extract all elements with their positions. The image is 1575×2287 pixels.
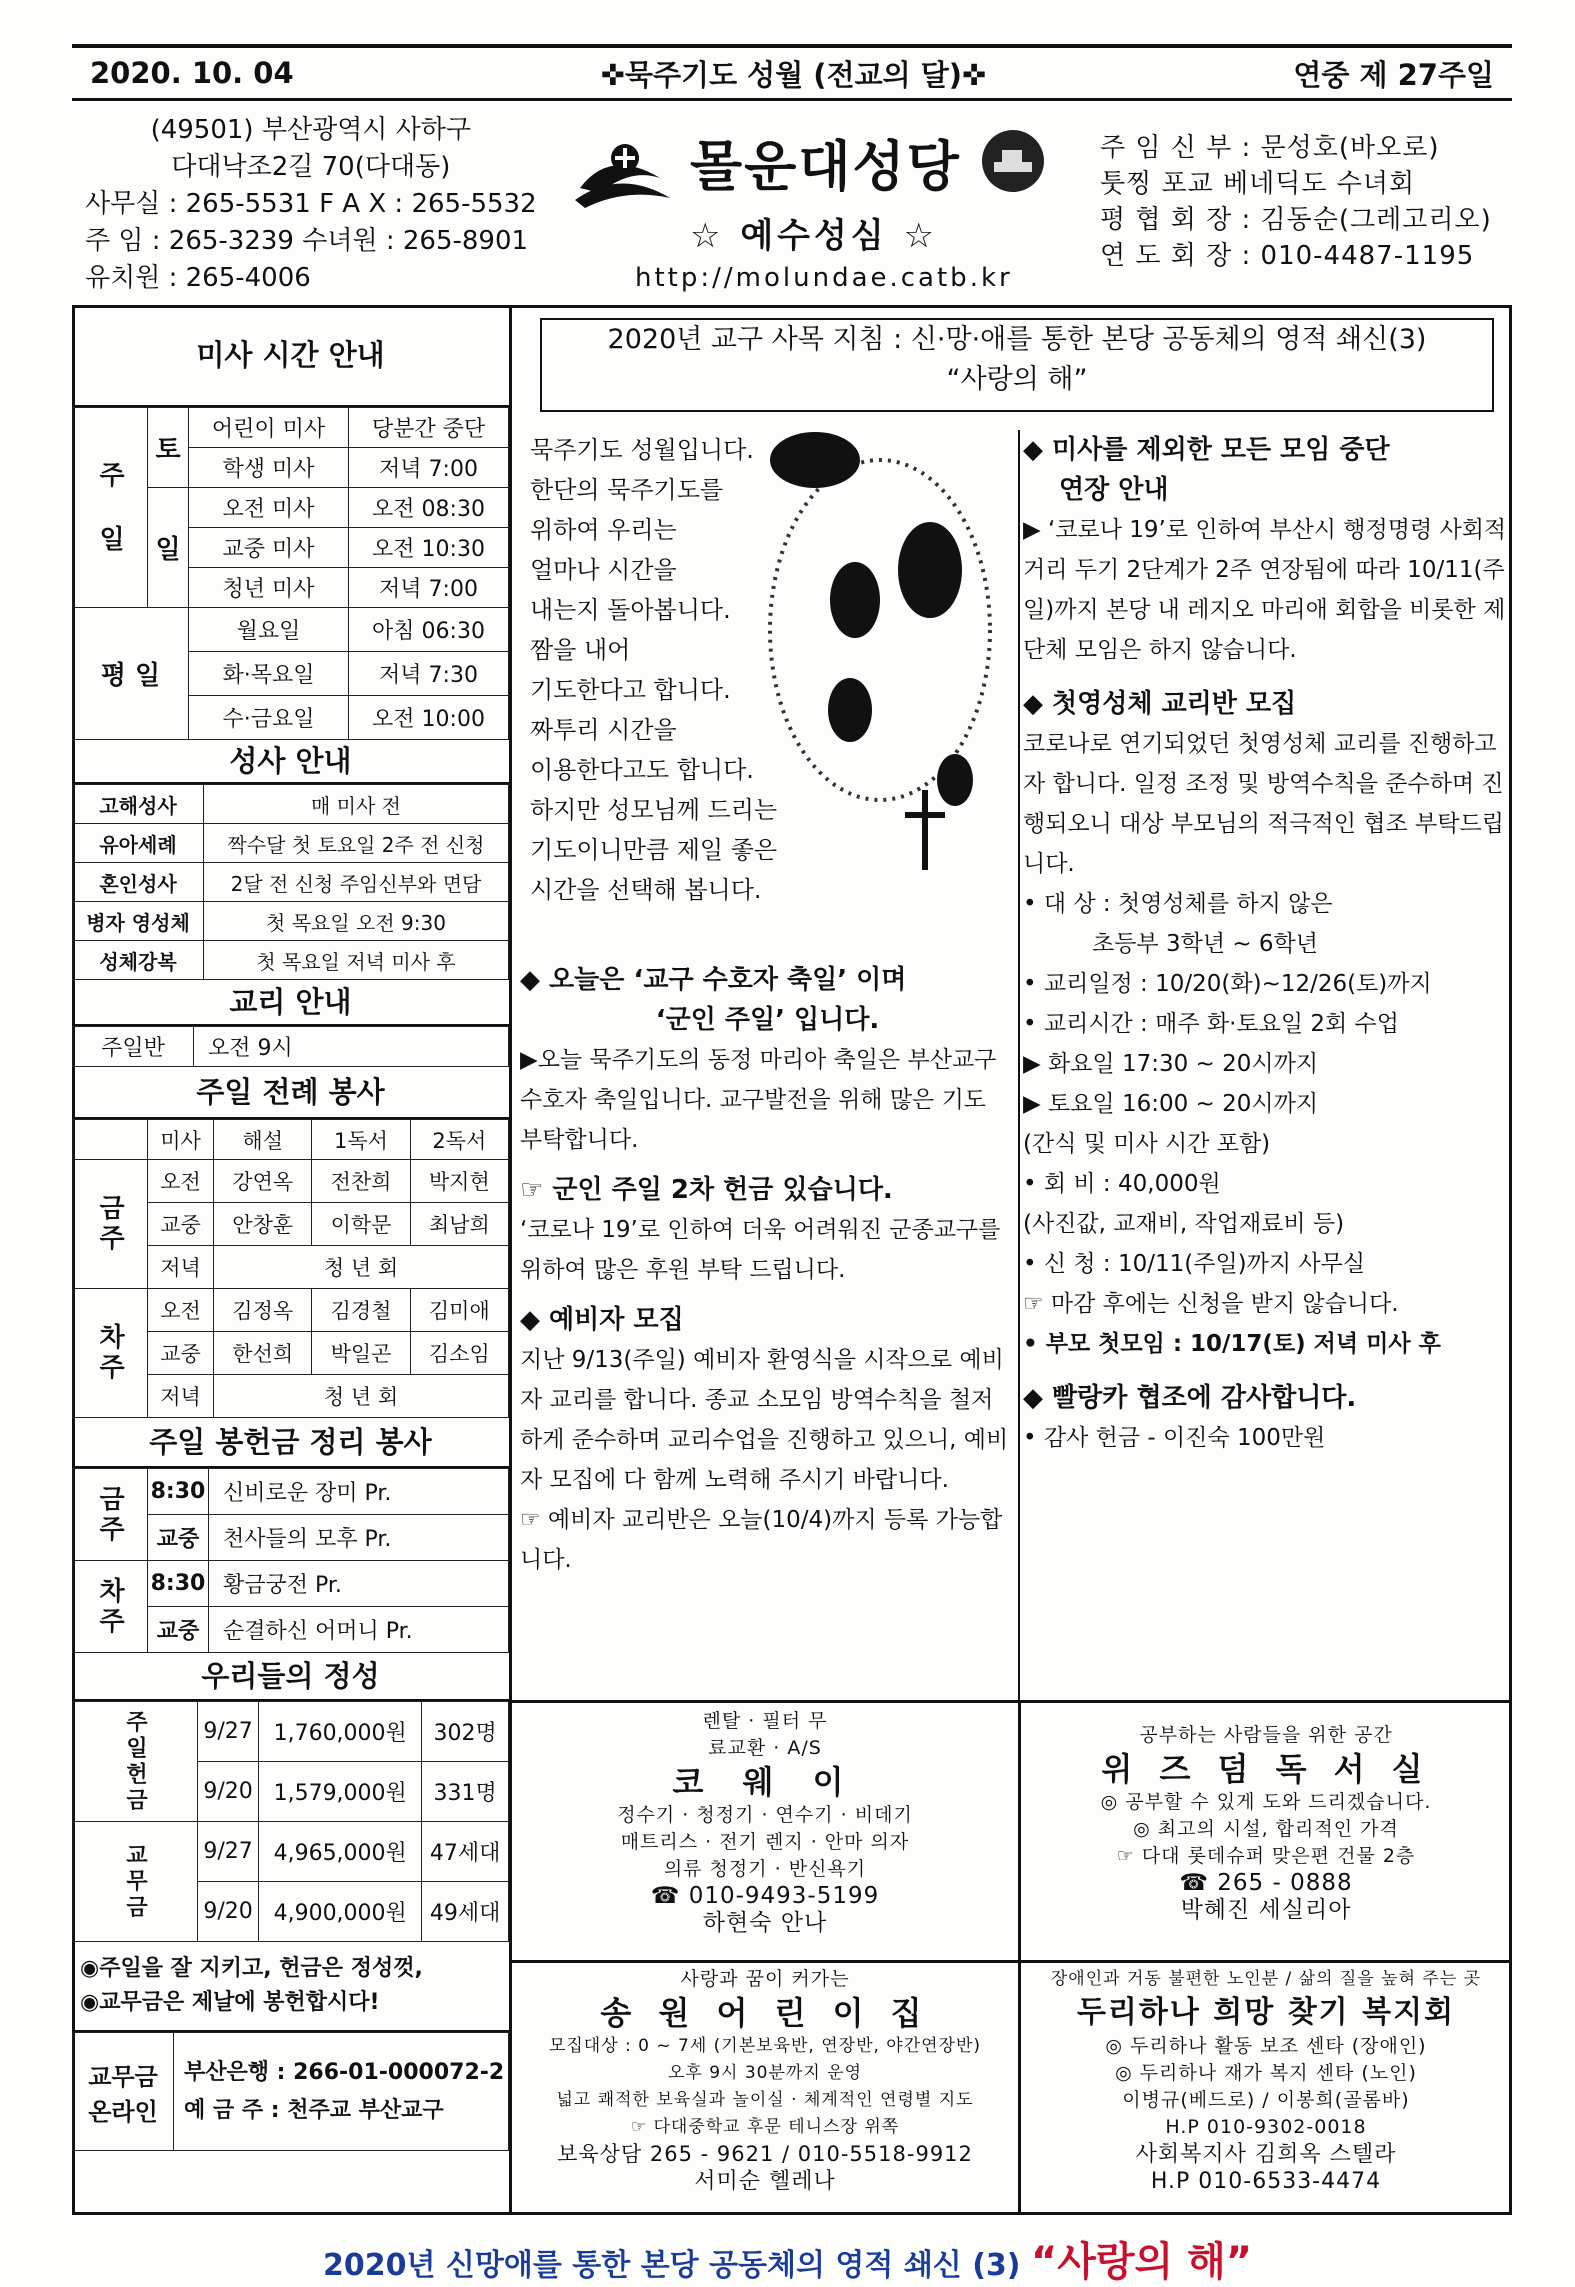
communion-item: (간식 및 미사 시간 포함) xyxy=(1023,1131,1271,1157)
sacrament-info: 첫 목요일 저녁 미사 후 xyxy=(204,941,509,980)
hand-line: 하지만 성모님께 드리는 xyxy=(530,796,778,824)
parish-url[interactable]: http://molundae.catb.kr xyxy=(635,263,1013,293)
top-bar xyxy=(72,44,1512,101)
liturgy-head: 2독서 xyxy=(410,1120,508,1160)
offering-mass: 8:30 xyxy=(148,1469,209,1515)
mass-name: 월요일 xyxy=(189,608,349,652)
kinder-phone: 유치원 : 265-4006 xyxy=(85,263,311,293)
ad-name: 코 웨 이 xyxy=(672,1763,858,1801)
hand-line: 얼마나 시간을 xyxy=(530,556,677,584)
mass-time: 오전 08:30 xyxy=(349,488,509,528)
ad-daycare xyxy=(512,1966,1018,2195)
liturgy-cell: 김경철 xyxy=(312,1289,410,1332)
mass-name: 어린이 미사 xyxy=(189,408,349,448)
ad-text: 사랑과 꿈이 커가는 xyxy=(680,1968,850,1990)
communion-item: ☞ 마감 후에는 신청을 받지 않습니다. xyxy=(1023,1291,1399,1317)
liturgy-cell: 최남희 xyxy=(410,1203,508,1246)
catechism-title: 교리 안내 xyxy=(72,980,509,1026)
thanks-text: • 감사 헌금 - 이진숙 100만원 xyxy=(1023,1425,1326,1451)
notice-line1: 2020년 교구 사목 지침 : 신·망·애를 통한 본당 공동체의 영적 쇄신(3) xyxy=(607,324,1427,355)
offering-table xyxy=(72,1468,509,1653)
ad-text: ☞ 다대중학교 후문 테니스장 위쪽 xyxy=(630,2117,900,2137)
ad-phone: H.P 010-6533-4474 xyxy=(1150,2169,1382,2194)
sacrament-info: 매 미사 전 xyxy=(204,785,509,824)
sacrament-info: 짝수달 첫 토요일 2주 전 신청 xyxy=(204,824,509,863)
ads-divider xyxy=(512,1960,1512,1963)
liturgy-title: 주일 전례 봉사 xyxy=(72,1067,509,1119)
ad-text: 료교환 · A/S xyxy=(708,1737,822,1759)
liturgy-cell: 김정옥 xyxy=(214,1289,312,1332)
ad-phone: 보육상담 265 - 9621 / 010-5518-9912 xyxy=(557,2142,973,2166)
hand-line: 짬을 내어 xyxy=(530,636,631,664)
military-text: ‘코로나 19’로 인하여 더욱 어려워진 군종교구를 위하여 많은 후원 부탁 드립니다. xyxy=(520,1217,1001,1283)
liturgy-cell: 전찬희 xyxy=(312,1160,410,1203)
mass-name: 수·금요일 xyxy=(189,696,349,740)
communion-item: • 대 상 : 첫영성체를 하지 않은 xyxy=(1023,891,1333,917)
parish-name: 몰운대성당 xyxy=(690,135,961,198)
gift-count: 331명 xyxy=(422,1762,509,1822)
gift-amount: 1,579,000원 xyxy=(259,1762,422,1822)
communion-item: 초등부 3학년 ~ 6학년 xyxy=(1023,931,1318,957)
parish-logo xyxy=(570,118,1050,308)
liturgy-cell: 저녁 xyxy=(148,1375,214,1418)
suspension-text: ▶ ‘코로나 19’로 인하여 부산시 행정명령 사회적 거리 두기 2단계가 2주 연장됨에 따라 10/11(주일)까지 본당 내 레지오 마리애 회합을 비롯한 제단체 모임은 하지 않습니다. xyxy=(1023,517,1507,663)
offering-group: 천사들의 모후 Pr. xyxy=(209,1515,509,1561)
hand-line: 시간을 선택해 봅니다. xyxy=(530,876,762,904)
liturgy-head: 1독서 xyxy=(312,1120,410,1160)
ad-contact: 하현숙 안나 xyxy=(702,1910,828,1936)
ad-text: 장애인과 거동 불편한 노인분 / 삶의 질을 높혀 주는 곳 xyxy=(1050,1969,1482,1989)
catechumen-text: 지난 9/13(주일) 예비자 환영식을 시작으로 예비자 교리를 합니다. 종교 소모임 방역수칙을 철저하게 준수하며 교리수업을 진행하고 있으니, 예비자 모집에 다 함께 노력해 주시기 바랍니다. xyxy=(520,1347,1009,1493)
ad-text: 넓고 쾌적한 보육실과 놀이실 · 체계적인 연령별 지도 xyxy=(556,2090,974,2110)
address-line1: (49501) 부산광역시 사하구 xyxy=(150,115,472,145)
feast-heading: ◆ 오늘은 ‘교구 수호자 축일’ 이며 xyxy=(520,965,907,995)
mass-name: 교중 미사 xyxy=(189,528,349,568)
column-divider xyxy=(1018,430,1020,1700)
ad-coway xyxy=(512,1708,1018,1937)
emblem-icon xyxy=(570,138,680,218)
mass-time: 오전 10:30 xyxy=(349,528,509,568)
reminder xyxy=(72,1942,509,2032)
gift-date: 9/20 xyxy=(198,1762,259,1822)
sacrament-info: 2달 전 신청 주임신부와 면담 xyxy=(204,863,509,902)
ad-text: 이병규(베드로) / 이봉희(골롬바) xyxy=(1122,2089,1410,2111)
staff-line: 평 협 회 장 : 김동순(그레고리오) xyxy=(1100,205,1492,235)
ad-text: 매트리스 · 전기 렌지 · 안마 의자 xyxy=(620,1831,910,1853)
suspension-heading-2: 연장 안내 xyxy=(1059,475,1169,505)
ads-divider xyxy=(512,1700,1512,1703)
ad-text: 의류 청정기 · 반신욕기 xyxy=(663,1858,867,1880)
offering-group: 순결하신 어머니 Pr. xyxy=(209,1607,509,1653)
offering-group: 신비로운 장미 Pr. xyxy=(209,1469,509,1515)
gift-count: 302명 xyxy=(422,1702,509,1762)
online-label: 교무금 온라인 xyxy=(73,2033,174,2151)
ad-contact: 박혜진 세실리아 xyxy=(1180,1897,1352,1923)
hand-line: 위하여 우리는 xyxy=(530,516,677,544)
footer-highlight: “사랑의 해” xyxy=(1030,2239,1253,2285)
ad-text: ◎ 두리하나 활동 보조 센타 (장애인) xyxy=(1105,2035,1427,2057)
liturgy-cell: 강연옥 xyxy=(214,1160,312,1203)
pastoral-notice xyxy=(520,318,1510,410)
liturgical-week: 연중 제 27주일 xyxy=(1293,57,1494,92)
parent-meeting: • 부모 첫모임 : 10/17(토) 저녁 미사 후 xyxy=(1023,1331,1441,1357)
staff-line: 연 도 회 장 : 010-4487-1195 xyxy=(1100,241,1475,271)
account-owner: 예 금 주 : 천주교 부산교구 xyxy=(184,2097,444,2123)
ad-name: 두리하나 희망 찾기 복지회 xyxy=(1076,1995,1456,2030)
ad-text: H.P 010-9302-0018 xyxy=(1165,2116,1367,2138)
gift-amount: 4,900,000원 xyxy=(259,1882,422,1942)
mass-time: 오전 10:00 xyxy=(349,696,509,740)
mass-time: 당분간 중단 xyxy=(349,408,509,448)
saturday-label: 토 xyxy=(148,408,189,488)
liturgy-cell: 청 년 회 xyxy=(214,1375,509,1418)
gifts-title: 우리들의 정성 xyxy=(72,1653,509,1701)
sacrament-name: 성체강복 xyxy=(73,941,204,980)
office-phone: 사무실 : 265-5531 F A X : 265-5532 xyxy=(85,189,537,219)
communion-heading: ◆ 첫영성체 교리반 모집 xyxy=(1023,689,1297,719)
parish-address xyxy=(85,112,537,297)
ad-text: ◎ 공부할 수 있게 도와 드리겠습니다. xyxy=(1100,1791,1432,1813)
liturgy-cell: 교중 xyxy=(148,1203,214,1246)
this-week-label: 금주 xyxy=(73,1160,148,1289)
tithe-label: 교무금 xyxy=(73,1822,198,1942)
communion-item: • 회 비 : 40,000원 xyxy=(1023,1171,1221,1197)
hand-line: 짜투리 시간을 xyxy=(530,716,677,744)
issue-date: 2020. 10. 04 xyxy=(90,56,294,90)
ad-text: 정수기 · 청정기 · 연수기 · 비데기 xyxy=(617,1804,913,1826)
ad-name: 위 즈 덤 독 서 실 xyxy=(1101,1750,1431,1788)
liturgy-head: 해설 xyxy=(214,1120,312,1160)
reminder-line: ◉주일을 잘 지키고, 헌금은 정성껏, xyxy=(80,1956,423,1981)
mass-time: 저녁 7:00 xyxy=(349,568,509,608)
staff-info xyxy=(1100,130,1492,274)
liturgy-cell: 이학문 xyxy=(312,1203,410,1246)
suspension-heading: ◆ 미사를 제외한 모든 모임 중단 xyxy=(1023,435,1390,465)
mass-times-table xyxy=(72,407,509,740)
military-heading: ☞ 군인 주일 2차 헌금 있습니다. xyxy=(520,1175,893,1205)
offering-mass: 교중 xyxy=(148,1515,209,1561)
feast-text: ▶오늘 묵주기도의 동정 마리아 축일은 부산교구 수호자 축일입니다. 교구발전을 위해 많은 기도 부탁합니다. xyxy=(520,1047,997,1153)
ad-reading-room xyxy=(1021,1722,1511,1924)
right-column xyxy=(1023,430,1513,1458)
communion-item: • 신 청 : 10/11(주일)까지 사무실 xyxy=(1023,1251,1366,1277)
mass-name: 오전 미사 xyxy=(189,488,349,528)
sunday-label: 주 일 xyxy=(73,408,148,608)
liturgy-cell: 김미애 xyxy=(410,1289,508,1332)
liturgy-cell: 오전 xyxy=(148,1289,214,1332)
gifts-table xyxy=(72,1701,509,1942)
sacrament-name: 유아세례 xyxy=(73,824,204,863)
liturgy-cell: 오전 xyxy=(148,1160,214,1203)
ad-text: ◎ 최고의 시설, 합리적인 가격 xyxy=(1133,1818,1399,1840)
ad-text: ◎ 두리하나 재가 복지 센타 (노인) xyxy=(1115,2062,1417,2084)
ship-emblem-icon xyxy=(980,128,1046,194)
ad-phone: ☎ 010-9493-5199 xyxy=(650,1883,880,1909)
communion-item: • 교리일정 : 10/20(화)~12/26(토)까지 xyxy=(1023,971,1432,997)
hand-line: 한단의 묵주기도를 xyxy=(530,476,724,504)
liturgy-cell: 청 년 회 xyxy=(214,1246,509,1289)
middle-column xyxy=(520,960,1015,1580)
hand-line: 내는지 돌아봅니다. xyxy=(530,596,731,624)
feast-heading-2: ‘군인 주일’ 입니다. xyxy=(655,1005,880,1035)
gift-date: 9/27 xyxy=(198,1822,259,1882)
footer-text: 2020년 신망애를 통한 본당 공동체의 영적 쇄신 (3) xyxy=(322,2248,1031,2283)
communion-item: (사진값, 교재비, 작업재료비 등) xyxy=(1023,1211,1345,1237)
gift-count: 47세대 xyxy=(422,1822,509,1882)
offering-title: 주일 봉헌금 정리 봉사 xyxy=(72,1418,509,1468)
address-line2: 다대낙조2길 70(다대동) xyxy=(171,152,451,182)
ad-text: 사회복지사 김희옥 스텔라 xyxy=(1135,2142,1397,2167)
liturgy-head: 미사 xyxy=(148,1120,214,1160)
sacrament-title: 성사 안내 xyxy=(72,740,509,784)
online-table xyxy=(72,2032,509,2151)
communion-item: ▶ 화요일 17:30 ~ 20시까지 xyxy=(1023,1051,1319,1077)
liturgy-cell: 한선희 xyxy=(214,1332,312,1375)
mass-name: 학생 미사 xyxy=(189,448,349,488)
sacrament-table xyxy=(72,784,509,980)
staff-line: 주 임 신 부 : 문성호(바오로) xyxy=(1100,133,1440,163)
liturgy-cell: 박일곤 xyxy=(312,1332,410,1375)
gift-date: 9/27 xyxy=(198,1702,259,1762)
liturgy-table xyxy=(72,1119,509,1418)
offering-mass: 8:30 xyxy=(148,1561,209,1607)
rosary-illustration xyxy=(755,430,1005,930)
notice-line2: “사랑의 해” xyxy=(946,364,1088,395)
pastor-phone: 주 임 : 265-3239 수녀원 : 265-8901 xyxy=(85,226,529,256)
this-week-label: 금주 xyxy=(73,1469,148,1561)
mass-name: 화·목요일 xyxy=(189,652,349,696)
reminder-line: ◉교무금은 제날에 봉헌합시다! xyxy=(80,1990,380,2015)
liturgy-cell: 박지현 xyxy=(410,1160,508,1203)
gift-amount: 4,965,000원 xyxy=(259,1822,422,1882)
catechism-table xyxy=(72,1026,509,1067)
sunday-collection-label: 주일헌금 xyxy=(73,1702,198,1822)
offering-group: 황금궁전 Pr. xyxy=(209,1561,509,1607)
sacrament-name: 고해성사 xyxy=(73,785,204,824)
offering-mass: 교중 xyxy=(148,1607,209,1653)
gift-count: 49세대 xyxy=(422,1882,509,1942)
hand-line: 묵주기도 성월입니다. xyxy=(530,436,754,464)
liturgy-cell: 안창훈 xyxy=(214,1203,312,1246)
staff-line: 툿찡 포교 베네딕도 수녀회 xyxy=(1100,169,1416,199)
sunday-day-label: 일 xyxy=(148,488,189,608)
mass-time: 저녁 7:00 xyxy=(349,448,509,488)
catechumen-deadline: ☞ 예비자 교리반은 오늘(10/4)까지 등록 가능합니다. xyxy=(520,1507,1003,1573)
mass-time: 아침 06:30 xyxy=(349,608,509,652)
communion-text: 코로나로 연기되었던 첫영성체 교리를 진행하고자 합니다. 일정 조정 및 방역수칙을 준수하며 진행되오니 대상 부모님의 적극적인 협조 부탁드립니다. xyxy=(1023,731,1504,877)
ad-text: 공부하는 사람들을 위한 공간 xyxy=(1139,1724,1393,1746)
ad-text: 렌탈 · 필터 무 xyxy=(702,1710,828,1732)
next-week-label: 차주 xyxy=(73,1561,148,1653)
month-theme: ✜묵주기도 성월 (전교의 달)✜ xyxy=(600,57,987,92)
communion-item: • 교리시간 : 매주 화·토요일 2회 수업 xyxy=(1023,1011,1399,1037)
liturgy-cell: 김소임 xyxy=(410,1332,508,1375)
ad-welfare xyxy=(1021,1966,1511,2195)
ad-contact: 서미순 헬레나 xyxy=(694,2169,836,2194)
liturgy-cell: 교중 xyxy=(148,1332,214,1375)
catechumen-heading: ◆ 예비자 모집 xyxy=(520,1305,684,1335)
mass-name: 청년 미사 xyxy=(189,568,349,608)
mass-times-title: 미사 시간 안내 xyxy=(72,305,509,407)
hand-line: 기도한다고 합니다. xyxy=(530,676,731,704)
bank-account: 부산은행 : 266-01-000072-2 xyxy=(184,2059,505,2085)
liturgy-cell: 저녁 xyxy=(148,1246,214,1289)
left-column xyxy=(72,305,512,2215)
gift-date: 9/20 xyxy=(198,1882,259,1942)
catechism-time: 오전 9시 xyxy=(194,1027,509,1067)
footer-banner xyxy=(0,2230,1575,2287)
gift-amount: 1,760,000원 xyxy=(259,1702,422,1762)
handwritten-message xyxy=(530,430,777,910)
mass-time: 저녁 7:30 xyxy=(349,652,509,696)
ad-name: 송 원 어 린 이 집 xyxy=(600,1994,930,2032)
weekday-label: 평 일 xyxy=(73,608,189,740)
catechism-class: 주일반 xyxy=(73,1027,194,1067)
parish-subtitle: ☆ 예수성심 ☆ xyxy=(690,216,939,256)
sacrament-name: 혼인성사 xyxy=(73,863,204,902)
ad-phone: ☎ 265 - 0888 xyxy=(1179,1870,1353,1896)
next-week-label: 차주 xyxy=(73,1289,148,1418)
ad-text: ☞ 다대 롯데슈퍼 맞은편 건물 2층 xyxy=(1116,1845,1416,1867)
thanks-heading: ◆ 빨랑카 협조에 감사합니다. xyxy=(1023,1383,1357,1413)
sacrament-info: 첫 목요일 오전 9:30 xyxy=(204,902,509,941)
ad-text: 모집대상 : 0 ~ 7세 (기본보육반, 연장반, 야간연장반) xyxy=(548,2036,982,2056)
ad-text: 오후 9시 30분까지 운영 xyxy=(667,2063,863,2083)
sacrament-name: 병자 영성체 xyxy=(73,902,204,941)
hand-line: 이용한다고도 합니다. xyxy=(530,756,754,784)
hand-line: 기도이니만큼 제일 좋은 xyxy=(530,836,778,864)
communion-item: ▶ 토요일 16:00 ~ 20시까지 xyxy=(1023,1091,1319,1117)
